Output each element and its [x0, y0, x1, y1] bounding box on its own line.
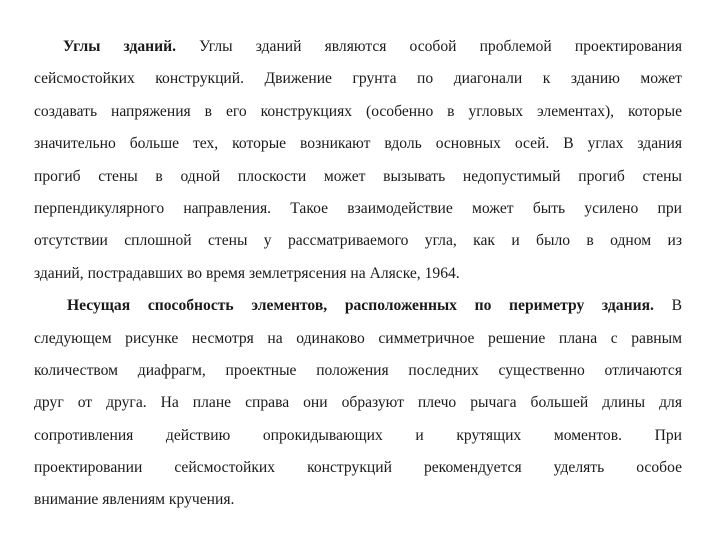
paragraph-text: В: [653, 297, 682, 315]
paragraph-perimeter-capacity: [34, 290, 682, 517]
paragraph-heading: Несущая способность элементов, расположенных по периметру здания.: [67, 297, 654, 315]
paragraph-building-corners: [34, 31, 682, 290]
paragraph-line: друг от друга. На плане справа они образуют плечо рычага большей длины для: [34, 394, 682, 412]
paragraph-line: прогиб стены в одной плоскости может вызывать недопустимый прогиб стены: [34, 167, 682, 185]
paragraph-line: отсутствии сплошной стены у рассматриваемого угла, как и было в одном из: [34, 232, 682, 250]
paragraph-line: количеством диафрагм, проектные положения последних существенно отличаются: [34, 361, 682, 379]
paragraph-text: Углы зданий являются особой проблемой проектирования: [176, 38, 682, 55]
paragraph-line: зданий, пострадавших во время землетрясения на Аляске, 1964.: [34, 264, 460, 282]
paragraph-line: [34, 290, 682, 322]
document-body: [34, 31, 682, 517]
paragraph-line: сопротивления действию опрокидывающих и крутящих моментов. При: [34, 426, 682, 444]
paragraph-line: перпендикулярного направления. Такое взаимодействие может быть усилено при: [34, 199, 682, 217]
paragraph-line: следующем рисунке несмотря на одинаково симметричное решение плана с равным: [34, 329, 682, 347]
paragraph-line: внимание явлениям кручения.: [34, 491, 235, 509]
paragraph-line: проектировании сейсмостойких конструкций рекомендуется уделять особое: [34, 459, 682, 477]
paragraph-heading: Углы зданий.: [63, 38, 176, 55]
paragraph-line: [34, 31, 682, 63]
paragraph-line: сейсмостойких конструкций. Движение грунта по диагонали к зданию может: [34, 70, 682, 88]
paragraph-line: создавать напряжения в его конструкциях (особенно в угловых элементах), которые: [34, 102, 682, 120]
paragraph-line: значительно больше тех, которые возникают вдоль основных осей. В углах здания: [34, 135, 682, 153]
